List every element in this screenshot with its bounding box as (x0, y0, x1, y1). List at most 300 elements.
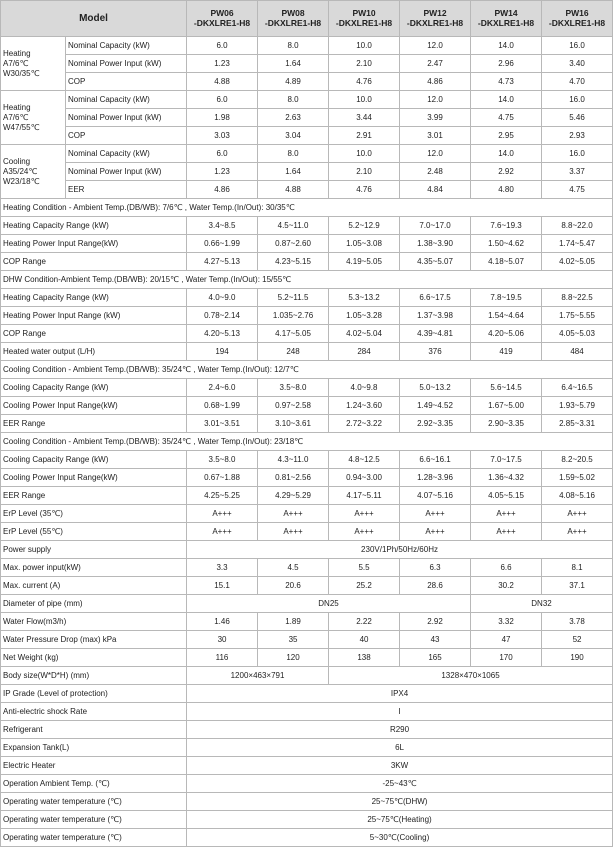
row-label: Nominal Capacity (kW) (66, 91, 187, 109)
cell-value: A+++ (400, 523, 471, 541)
cell-value: 16.0 (542, 145, 613, 163)
cell-value: 5.2~11.5 (258, 289, 329, 307)
cell-value: 376 (400, 343, 471, 361)
table-row (1, 739, 613, 757)
cell-value: 1.05~3.28 (329, 307, 400, 325)
model-name-2 (329, 1, 400, 37)
table-row (1, 829, 613, 847)
table-row (1, 667, 613, 685)
row-label: EER Range (1, 487, 187, 505)
cell-value: 1.46 (187, 613, 258, 631)
cell-value: 4.02~5.04 (329, 325, 400, 343)
cell-value: 3.04 (258, 127, 329, 145)
cell-value: 0.81~2.56 (258, 469, 329, 487)
cell-value: A+++ (329, 523, 400, 541)
cell-value: 4.0~9.0 (187, 289, 258, 307)
cell-value: A+++ (329, 505, 400, 523)
cell-value: 6.0 (187, 37, 258, 55)
cell-value: 8.0 (258, 37, 329, 55)
table-row (1, 649, 613, 667)
cell-value: 5.6~14.5 (471, 379, 542, 397)
cell-value: 3.78 (542, 613, 613, 631)
cell-value: A+++ (187, 523, 258, 541)
cell-value: 7.0~17.5 (471, 451, 542, 469)
row-label: Cooling Capacity Range (kW) (1, 451, 187, 469)
cell-value: 4.27~5.13 (187, 253, 258, 271)
row-label: Expansion Tank(L) (1, 739, 187, 757)
table-row (1, 595, 613, 613)
cell-value: 1.23 (187, 55, 258, 73)
cell-value-merged: 25~75℃(Heating) (187, 811, 613, 829)
cell-value: 8.8~22.5 (542, 289, 613, 307)
table-row (1, 613, 613, 631)
cell-value: 194 (187, 343, 258, 361)
row-label: Water Flow(m3/h) (1, 613, 187, 631)
model-name-line: PW06 (210, 7, 234, 18)
cell-value: 16.0 (542, 91, 613, 109)
cell-value: 2.22 (329, 613, 400, 631)
cell-value: 3.4~8.5 (187, 217, 258, 235)
model-name-line: PW08 (281, 7, 305, 18)
row-label: Body size(W*D*H) (mm) (1, 667, 187, 685)
cell-value: 5.2~12.9 (329, 217, 400, 235)
group-label-line: W47/55℃ (3, 122, 40, 132)
cell-value: 1.36~4.32 (471, 469, 542, 487)
table-row (1, 577, 613, 595)
group-label-line: W23/18℃ (3, 176, 40, 186)
cell-value: 4.07~5.16 (400, 487, 471, 505)
row-label: Refrigerant (1, 721, 187, 739)
model-name-line: PW10 (352, 7, 376, 18)
row-label: COP (66, 73, 187, 91)
cell-value: 2.93 (542, 127, 613, 145)
cell-value: 4.20~5.06 (471, 325, 542, 343)
table-row (1, 91, 613, 109)
cell-value-merged: 1328×470×1065 (329, 667, 613, 685)
cell-value: 0.78~2.14 (187, 307, 258, 325)
cell-value: 1.38~3.90 (400, 235, 471, 253)
row-label: Max. current (A) (1, 577, 187, 595)
cell-value: 2.10 (329, 163, 400, 181)
row-label: Cooling Power Input Range(kW) (1, 397, 187, 415)
cell-value-merged: 3KW (187, 757, 613, 775)
table-row (1, 775, 613, 793)
cell-value: 14.0 (471, 145, 542, 163)
cell-value: 4.25~5.25 (187, 487, 258, 505)
cell-value-merged: 1200×463×791 (187, 667, 329, 685)
cell-value: A+++ (400, 505, 471, 523)
cell-value: 4.86 (187, 181, 258, 199)
table-row (1, 253, 613, 271)
cell-value: 2.96 (471, 55, 542, 73)
cell-value: 1.74~5.47 (542, 235, 613, 253)
cell-value: 4.8~12.5 (329, 451, 400, 469)
table-row (1, 793, 613, 811)
table-row (1, 127, 613, 145)
cell-value: 14.0 (471, 91, 542, 109)
row-label: Heating Power Input Range(kW) (1, 235, 187, 253)
cell-value: 4.19~5.05 (329, 253, 400, 271)
model-name-line: -DKXLRE1-H8 (477, 17, 535, 28)
cell-value: 4.17~5.11 (329, 487, 400, 505)
row-label: Heating Power Input Range (kW) (1, 307, 187, 325)
cell-value: 4.23~5.15 (258, 253, 329, 271)
cell-value: 0.66~1.99 (187, 235, 258, 253)
cell-value: 2.92~3.35 (400, 415, 471, 433)
table-row (1, 343, 613, 361)
cell-value: 4.76 (329, 181, 400, 199)
group-label-line: Heating (3, 102, 31, 112)
cell-value: 4.18~5.07 (471, 253, 542, 271)
row-label: ErP Level (35℃) (1, 505, 187, 523)
cell-value: 3.37 (542, 163, 613, 181)
model-name-line: PW12 (423, 7, 447, 18)
cell-value: 8.0 (258, 91, 329, 109)
spec-table-body (1, 1, 613, 847)
cell-value: 2.95 (471, 127, 542, 145)
cell-value: 1.75~5.55 (542, 307, 613, 325)
table-row (1, 145, 613, 163)
cell-value: 6.4~16.5 (542, 379, 613, 397)
table-row (1, 757, 613, 775)
model-header: Model (1, 1, 187, 37)
cell-value: 52 (542, 631, 613, 649)
cell-value: 6.3 (400, 559, 471, 577)
cell-value: 8.0 (258, 145, 329, 163)
cell-value: 3.3 (187, 559, 258, 577)
cell-value: 1.24~3.60 (329, 397, 400, 415)
table-row (1, 235, 613, 253)
model-name-line: -DKXLRE1-H8 (406, 17, 464, 28)
row-label: Heating Capacity Range (kW) (1, 289, 187, 307)
table-row (1, 523, 613, 541)
cell-value: 2.92 (400, 613, 471, 631)
row-label: Operating water temperature (℃) (1, 793, 187, 811)
cell-value: 30.2 (471, 577, 542, 595)
cell-value: 0.68~1.99 (187, 397, 258, 415)
table-row (1, 163, 613, 181)
cell-value: A+++ (542, 523, 613, 541)
cell-value-merged: 6L (187, 739, 613, 757)
cell-value: 4.84 (400, 181, 471, 199)
cell-value-merged: 25~75℃(DHW) (187, 793, 613, 811)
cell-value: 1.54~4.64 (471, 307, 542, 325)
cell-value: 12.0 (400, 37, 471, 55)
cell-value: 2.90~3.35 (471, 415, 542, 433)
header-row (1, 1, 613, 37)
cell-value: 4.76 (329, 73, 400, 91)
cell-value: 4.0~9.8 (329, 379, 400, 397)
cell-value: 15.1 (187, 577, 258, 595)
row-label: Nominal Power Input (kW) (66, 163, 187, 181)
table-row (1, 685, 613, 703)
cell-value: 8.8~22.0 (542, 217, 613, 235)
cell-value: 4.88 (187, 73, 258, 91)
cell-value: A+++ (258, 505, 329, 523)
model-name-0 (187, 1, 258, 37)
cell-value: 6.6 (471, 559, 542, 577)
row-label: Operating water temperature (℃) (1, 811, 187, 829)
model-name-line: -DKXLRE1-H8 (193, 17, 251, 28)
cell-value: 170 (471, 649, 542, 667)
table-row (1, 721, 613, 739)
cell-value: 284 (329, 343, 400, 361)
model-name-line: -DKXLRE1-H8 (335, 17, 393, 28)
row-label: Anti-electric shock Rate (1, 703, 187, 721)
cell-value: 12.0 (400, 91, 471, 109)
cell-value: 10.0 (329, 37, 400, 55)
cell-value: 10.0 (329, 91, 400, 109)
row-label: Nominal Power Input (kW) (66, 55, 187, 73)
cell-value: A+++ (471, 505, 542, 523)
table-row (1, 307, 613, 325)
cell-value: 12.0 (400, 145, 471, 163)
cell-value: 1.50~4.62 (471, 235, 542, 253)
section-row (1, 433, 613, 451)
model-name-line: PW16 (565, 7, 589, 18)
cell-value: 4.5 (258, 559, 329, 577)
cell-value: 7.0~17.0 (400, 217, 471, 235)
cell-value-merged: -25~43℃ (187, 775, 613, 793)
row-label: COP (66, 127, 187, 145)
table-row (1, 415, 613, 433)
cell-value: 10.0 (329, 145, 400, 163)
cell-value: 248 (258, 343, 329, 361)
model-name-4 (471, 1, 542, 37)
model-name-line: -DKXLRE1-H8 (264, 17, 322, 28)
table-row (1, 469, 613, 487)
table-row (1, 325, 613, 343)
row-label: Max. power input(kW) (1, 559, 187, 577)
cell-value: 2.48 (400, 163, 471, 181)
cell-value: 6.0 (187, 145, 258, 163)
group-label-line: A35/24℃ (3, 166, 38, 176)
cell-value: 3.44 (329, 109, 400, 127)
table-row (1, 487, 613, 505)
row-label: Power supply (1, 541, 187, 559)
cell-value: 0.87~2.60 (258, 235, 329, 253)
cell-value: 4.75 (471, 109, 542, 127)
table-row (1, 109, 613, 127)
table-row (1, 289, 613, 307)
cell-value: 3.5~8.0 (258, 379, 329, 397)
cell-value: 28.6 (400, 577, 471, 595)
cell-value: 1.93~5.79 (542, 397, 613, 415)
group-label-line: Cooling (3, 156, 31, 166)
row-label: Nominal Capacity (kW) (66, 145, 187, 163)
cell-value: 1.05~3.08 (329, 235, 400, 253)
cell-value: 5.0~13.2 (400, 379, 471, 397)
group-label-line: W30/35℃ (3, 68, 40, 78)
cell-value: 3.40 (542, 55, 613, 73)
model-name-3 (400, 1, 471, 37)
cell-value: 0.97~2.58 (258, 397, 329, 415)
section-heading: Cooling Condition - Ambient Temp.(DB/WB): 35/24℃ , Water Temp.(In/Out): 23/18℃ (1, 433, 613, 451)
row-label: Nominal Power Input (kW) (66, 109, 187, 127)
row-label: Electric Heater (1, 757, 187, 775)
cell-value: 35 (258, 631, 329, 649)
model-name-1 (258, 1, 329, 37)
row-label: ErP Level (55℃) (1, 523, 187, 541)
row-label: IP Grade (Level of protection) (1, 685, 187, 703)
section-heading: Cooling Condition - Ambient Temp.(DB/WB): 35/24℃ , Water Temp.(In/Out): 12/7℃ (1, 361, 613, 379)
group-label-1 (1, 91, 66, 145)
cell-value: 6.6~17.5 (400, 289, 471, 307)
cell-value: 0.94~3.00 (329, 469, 400, 487)
cell-value: 3.01 (400, 127, 471, 145)
cell-value: 4.86 (400, 73, 471, 91)
cell-value: 3.99 (400, 109, 471, 127)
cell-value: 4.17~5.05 (258, 325, 329, 343)
cell-value: 3.01~3.51 (187, 415, 258, 433)
row-label: EER Range (1, 415, 187, 433)
cell-value: 47 (471, 631, 542, 649)
cell-value: 43 (400, 631, 471, 649)
model-name-line: PW14 (494, 7, 518, 18)
table-row (1, 37, 613, 55)
cell-value: 37.1 (542, 577, 613, 595)
cell-value: 0.67~1.88 (187, 469, 258, 487)
section-heading: Heating Condition - Ambient Temp.(DB/WB): 7/6℃ , Water Temp.(In/Out): 30/35℃ (1, 199, 613, 217)
cell-value: 1.59~5.02 (542, 469, 613, 487)
table-row (1, 703, 613, 721)
row-label: Nominal Capacity (kW) (66, 37, 187, 55)
table-row (1, 181, 613, 199)
cell-value: 2.72~3.22 (329, 415, 400, 433)
cell-value: 1.37~3.98 (400, 307, 471, 325)
table-row (1, 505, 613, 523)
cell-value: 6.0 (187, 91, 258, 109)
cell-value: A+++ (187, 505, 258, 523)
cell-value: 4.20~5.13 (187, 325, 258, 343)
cell-value: 4.35~5.07 (400, 253, 471, 271)
cell-value: 4.05~5.03 (542, 325, 613, 343)
row-label: Heated water output (L/H) (1, 343, 187, 361)
cell-value: 4.73 (471, 73, 542, 91)
cell-value: 1.98 (187, 109, 258, 127)
model-name-5 (542, 1, 613, 37)
section-heading: DHW Condition-Ambient Temp.(DB/WB): 20/15℃ , Water Temp.(In/Out): 15/55℃ (1, 271, 613, 289)
cell-value: 165 (400, 649, 471, 667)
cell-value: 5.46 (542, 109, 613, 127)
cell-value: 1.64 (258, 55, 329, 73)
cell-value: 2.4~6.0 (187, 379, 258, 397)
section-row (1, 361, 613, 379)
cell-value: 30 (187, 631, 258, 649)
table-row (1, 811, 613, 829)
cell-value: 1.67~5.00 (471, 397, 542, 415)
cell-value: 8.1 (542, 559, 613, 577)
row-label: COP Range (1, 253, 187, 271)
cell-value: A+++ (471, 523, 542, 541)
cell-value-merged: 230V/1Ph/50Hz/60Hz (187, 541, 613, 559)
cell-value: 5.3~13.2 (329, 289, 400, 307)
table-row (1, 559, 613, 577)
cell-value-merged: DN25 (187, 595, 471, 613)
cell-value-merged: DN32 (471, 595, 613, 613)
cell-value: 4.5~11.0 (258, 217, 329, 235)
cell-value: 4.39~4.81 (400, 325, 471, 343)
cell-value: 20.6 (258, 577, 329, 595)
cell-value: 2.91 (329, 127, 400, 145)
cell-value: 4.89 (258, 73, 329, 91)
section-row (1, 199, 613, 217)
cell-value: 4.29~5.29 (258, 487, 329, 505)
table-row (1, 73, 613, 91)
cell-value: 3.5~8.0 (187, 451, 258, 469)
group-label-line: A7/6℃ (3, 112, 29, 122)
cell-value: 138 (329, 649, 400, 667)
cell-value: 120 (258, 649, 329, 667)
cell-value: 1.23 (187, 163, 258, 181)
cell-value: 2.47 (400, 55, 471, 73)
table-row (1, 217, 613, 235)
cell-value: 4.75 (542, 181, 613, 199)
table-row (1, 397, 613, 415)
cell-value: 1.89 (258, 613, 329, 631)
row-label: Operation Ambient Temp. (℃) (1, 775, 187, 793)
cell-value: 4.80 (471, 181, 542, 199)
cell-value: 4.02~5.05 (542, 253, 613, 271)
cell-value: 4.08~5.16 (542, 487, 613, 505)
cell-value: 3.10~3.61 (258, 415, 329, 433)
cell-value: 14.0 (471, 37, 542, 55)
cell-value: 7.8~19.5 (471, 289, 542, 307)
cell-value: A+++ (258, 523, 329, 541)
cell-value: 25.2 (329, 577, 400, 595)
table-row (1, 541, 613, 559)
cell-value: 6.6~16.1 (400, 451, 471, 469)
row-label: EER (66, 181, 187, 199)
cell-value: 419 (471, 343, 542, 361)
cell-value: 2.92 (471, 163, 542, 181)
group-label-2 (1, 145, 66, 199)
row-label: Heating Capacity Range (kW) (1, 217, 187, 235)
row-label: Operating water temperature (℃) (1, 829, 187, 847)
table-row (1, 379, 613, 397)
cell-value: 2.10 (329, 55, 400, 73)
cell-value: 3.03 (187, 127, 258, 145)
cell-value-merged: R290 (187, 721, 613, 739)
cell-value: 1.035~2.76 (258, 307, 329, 325)
cell-value: 4.70 (542, 73, 613, 91)
cell-value: 4.3~11.0 (258, 451, 329, 469)
cell-value: 40 (329, 631, 400, 649)
row-label: Water Pressure Drop (max) kPa (1, 631, 187, 649)
cell-value: 1.64 (258, 163, 329, 181)
table-row (1, 631, 613, 649)
cell-value: A+++ (542, 505, 613, 523)
cell-value: 5.5 (329, 559, 400, 577)
cell-value: 8.2~20.5 (542, 451, 613, 469)
cell-value: 2.63 (258, 109, 329, 127)
table-row (1, 451, 613, 469)
cell-value: 116 (187, 649, 258, 667)
cell-value-merged: 5~30℃(Cooling) (187, 829, 613, 847)
cell-value: 484 (542, 343, 613, 361)
cell-value: 16.0 (542, 37, 613, 55)
section-row (1, 271, 613, 289)
cell-value: 1.28~3.96 (400, 469, 471, 487)
table-row (1, 55, 613, 73)
cell-value-merged: IPX4 (187, 685, 613, 703)
cell-value: 7.6~19.3 (471, 217, 542, 235)
model-name-line: -DKXLRE1-H8 (548, 17, 606, 28)
cell-value: 1.49~4.52 (400, 397, 471, 415)
group-label-0 (1, 37, 66, 91)
cell-value: 3.32 (471, 613, 542, 631)
row-label: Diameter of pipe (mm) (1, 595, 187, 613)
